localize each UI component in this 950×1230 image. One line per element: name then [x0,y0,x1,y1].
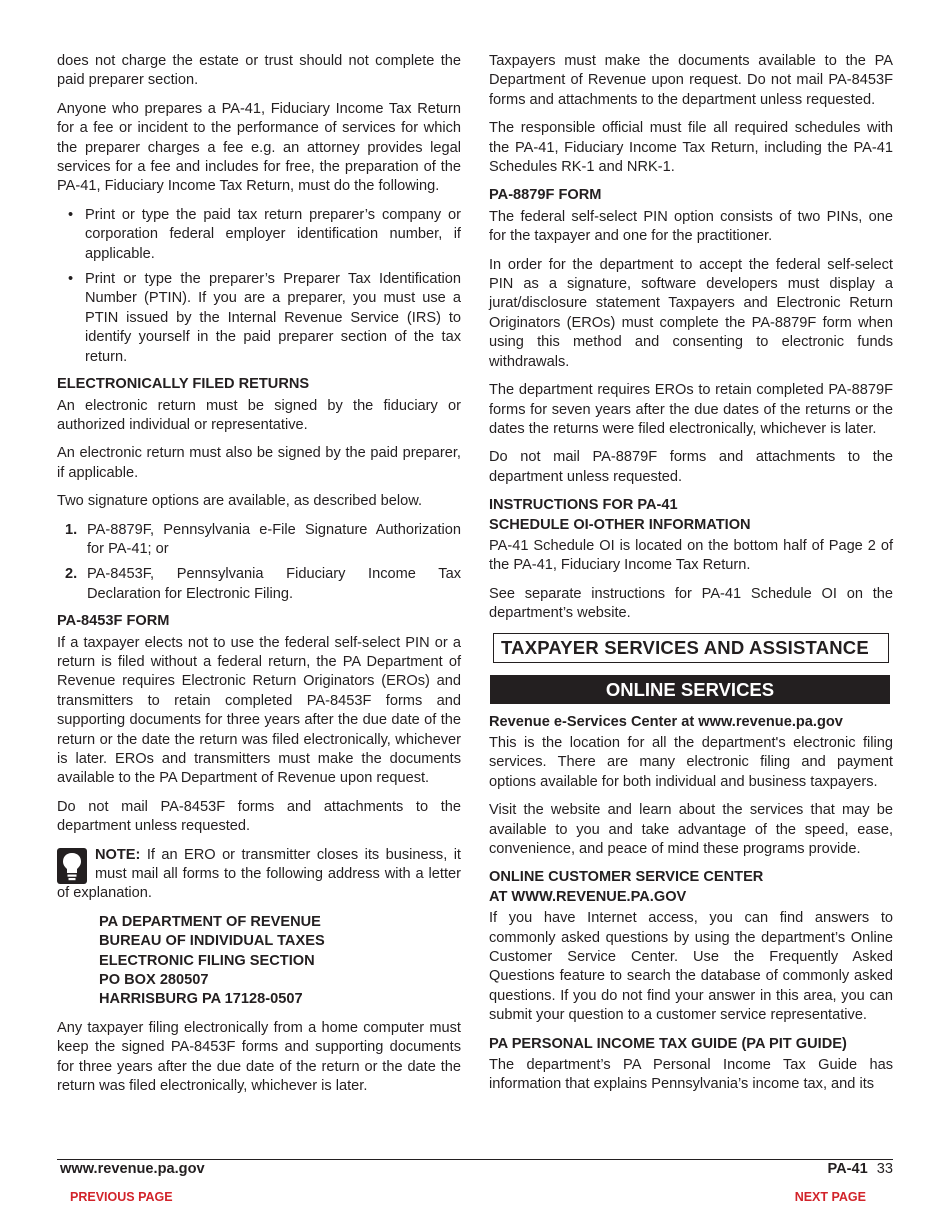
list-number: 1. [65,521,78,538]
signature-options-list [57,521,461,605]
list-item-text: PA-8453F, Pennsylvania Fiduciary Income Tax Declaration for Electronic Filing. [87,566,461,602]
note-label: NOTE: [95,846,141,863]
next-page-link[interactable]: NEXT PAGE [794,1190,866,1204]
note-callout [57,846,461,904]
footer-form-name: PA-41 [827,1161,868,1177]
paragraph: Visit the website and learn about the services that may be available to you and take advantage of the speed, ease, convenience, and peace of mind these programs provide. [489,802,893,857]
heading-line: ONLINE CUSTOMER SERVICE CENTER [489,869,764,886]
address-line: PO BOX 280507 [99,972,209,989]
list-item [57,565,461,604]
online-services-bar: ONLINE SERVICES [490,675,890,704]
left-column [57,52,461,1106]
list-item [57,270,461,367]
heading-line: INSTRUCTIONS FOR PA-41 [489,497,678,514]
footer-page-info [827,1161,893,1177]
section-heading: PA PERSONAL INCOME TAX GUIDE (PA PIT GUIDE) [489,1035,847,1052]
bullet-icon: • [68,206,74,223]
address-line: BUREAU OF INDIVIDUAL TAXES [99,933,325,950]
paragraph: If a taxpayer elects not to use the federal self-select PIN or a return is filed without a federal return, the PA Department of Revenue requires Electronic Return Originators (EROs) and transmitters to retain completed PA-8453F forms and supporting documents for three years after the due date of the return or the date the return was filed electronically, whichever is later. EROs and transmitters must make the documents available to the PA Department of Revenue upon request. [57,634,461,787]
paragraph: Two signature options are available, as described below. [57,493,423,510]
list-item-text: Print or type the preparer’s Preparer Tax Identification Number (PTIN). If you are a preparer, you must use a PTIN issued by the Internal Revenue Service (IRS) to identify yourself in the paid preparer section of the tax return. [85,271,461,365]
paragraph: Taxpayers must make the documents available to the PA Department of Revenue upon request. Do not mail PA-8453F forms and attachments to the department unless requested. [489,53,893,108]
paragraph: Do not mail PA-8453F forms and attachments to the department unless requested. [57,798,461,835]
list-item-text: PA-8879F, Pennsylvania e-File Signature Authorization for PA-41; or [87,521,461,557]
lightbulb-icon [57,848,87,884]
paragraph: See separate instructions for PA-41 Schedule OI on the department’s website. [489,585,893,622]
note-text: If an ERO or transmitter closes its business, it must mail all forms to the following address with a letter of explanation. [57,846,461,902]
section-heading: ELECTRONICALLY FILED RETURNS [57,376,310,393]
paragraph: does not charge the estate or trust should not complete the paid preparer section. [57,53,461,89]
paragraph: This is the location for all the department's electronic filing services. There are many electronic filing and payment options available for both individual and business taxpayers. [489,734,893,790]
list-item-text: Print or type the paid tax return preparer’s company or corporation federal employer identification number, if applicable. [85,206,461,262]
paragraph: If you have Internet access, you can find answers to commonly asked questions by using the department’s Online Customer Service Center. Use the Frequently Asked Questions feature to search the database of commonly asked questions. If you do not find your answer in this area, you can submit your question to a customer service representative. [489,910,893,1024]
address-line: PA DEPARTMENT OF REVENUE [99,913,321,930]
paragraph: The department’s PA Personal Income Tax Guide has information that explains Pennsylvania’s income tax, and its [489,1057,893,1093]
mailing-address [99,913,461,1010]
page-number: 33 [876,1161,893,1177]
list-item [57,206,461,264]
heading-line: AT WWW.REVENUE.PA.GOV [489,888,687,905]
footer-divider [57,1159,893,1160]
list-number: 2. [65,566,78,583]
address-line: HARRISBURG PA 17128-0507 [99,991,303,1008]
paragraph: The federal self-select PIN option consists of two PINs, one for the taxpayer and one for the practitioner. [489,208,893,245]
paragraph: The department requires EROs to retain completed PA-8879F forms for seven years after the due dates of the returns or the dates the returns were filed electronically, whichever is later. [489,382,893,437]
right-column [489,52,893,1104]
paragraph: The responsible official must file all required schedules with the PA-41, Fiduciary Income Tax Return, including the PA-41 Schedules RK-1 and NRK-1. [489,120,893,176]
list-item [57,521,461,560]
paragraph: An electronic return must also be signed by the paid preparer, if applicable. [57,445,461,481]
paragraph: An electronic return must be signed by the fiduciary or authorized individual or representative. [57,397,461,433]
section-heading [489,868,893,907]
paragraph: Anyone who prepares a PA-41, Fiduciary Income Tax Return for a fee or incident to the performance of services for which the preparer charges a fee e.g. an attorney provides legal services for a fee and includes for free, the preparation of the PA-41, Fiduciary Income Tax Return, must do the following. [57,100,461,195]
previous-page-link[interactable]: PREVIOUS PAGE [70,1190,173,1204]
paragraph: Do not mail PA-8879F forms and attachments to the department unless requested. [489,449,893,485]
section-heading: Revenue e-Services Center at www.revenue.pa.gov [489,713,843,730]
taxpayer-services-heading: TAXPAYER SERVICES AND ASSISTANCE [493,633,889,663]
preparer-requirements-list [57,206,461,367]
footer-website: www.revenue.pa.gov [60,1161,205,1177]
address-line: ELECTRONIC FILING SECTION [99,952,315,969]
paragraph: Any taxpayer filing electronically from a home computer must keep the signed PA-8453F forms and supporting documents for three years after the due date of the return or the date the return was filed electronically, whichever is later. [57,1019,461,1095]
heading-line: SCHEDULE OI-OTHER INFORMATION [489,516,751,533]
section-heading: PA-8879F FORM [489,187,602,204]
section-heading: PA-8453F FORM [57,613,170,630]
section-heading [489,496,893,535]
bullet-icon: • [68,271,74,288]
paragraph: In order for the department to accept the federal self-select PIN as a signature, software developers must display a jurat/disclosure statement Taxpayers and Electronic Return Originators (EROs) must complete the PA-8879F form when using this method and consenting to electronic funds withdrawals. [489,256,893,370]
paragraph: PA-41 Schedule OI is located on the bottom half of Page 2 of the PA-41, Fiduciary Income Tax Return. [489,537,893,574]
